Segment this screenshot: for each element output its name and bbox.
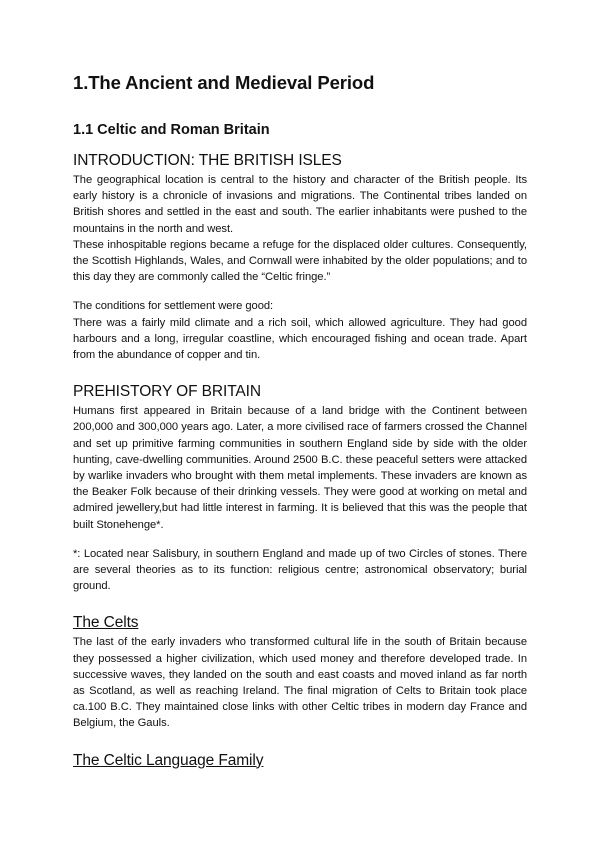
stonehenge-footnote: *: Located near Salisbury, in southern England and made up of two Circles of stones. There are several theories as to its function: religious centre; astronomical observatory; burial ground. [73,547,527,593]
intro-heading: INTRODUCTION: THE BRITISH ISLES [73,152,342,169]
celts-paragraph: The last of the early invaders who transformed cultural life in the south of Britain because they possessed a higher civilization, which used money and therefore developed trade. In successive waves, they landed on the south and east coasts and moved inland as far north as Scotland, as well as reaching Ireland. The final migration of Celts to Britain took place ca.100 B.C. They maintained close links with other Celtic tribes in modern day France and Belgium, the Gauls. [73,636,527,730]
prehistory-paragraph: Humans first appeared in Britain because of a land bridge with the Continent between 200,000 and 300,000 years ago. Later, a more civilised race of farmers crossed the Channel and set up primitive farming communities in southern England side by side with the older hunting, cave-dwelling communities. Around 2500 B.C. these peaceful setters were attacked by warlike invaders who brought with them metal implements. These invaders are known as the Beaker Folk because of their drinking vessels. They were good at working on metal and admired jewellery,but had little interest in farming. It is believed that this was the people that built Stonehenge*. [73,405,527,531]
intro-paragraph-3: The conditions for settlement were good: [73,300,274,313]
intro-paragraph-2: These inhospitable regions became a refuge for the displaced older cultures. Consequently, the Scottish Highlands, Wales, and Cornwall were inhabited by the older populations; and to this day they are commonly called the “Celtic fringe.” [73,238,527,284]
intro-paragraph-1: The geographical location is central to the history and character of the British people. Its early history is a chronicle of invasions and migrations. The Continental tribes landed on British shores and settled in the east and south. The earlier inhabitants were pushed to the mountains in the north and west. [73,174,527,235]
celts-heading: The Celts [73,614,139,632]
intro-paragraph-4: There was a fairly mild climate and a rich soil, which allowed agriculture. They had good harbours and a long, irregular coastline, which encouraged fishing and ocean trade. Apart from the abundance of copper and tin. [73,316,527,362]
celtic-language-heading: The Celtic Language Family [73,751,264,769]
prehistory-heading: PREHISTORY OF BRITAIN [73,383,261,401]
section-subtitle: 1.1 Celtic and Roman Britain [73,122,270,138]
page-title: 1.The Ancient and Medieval Period [73,72,375,93]
document-content [73,72,527,772]
